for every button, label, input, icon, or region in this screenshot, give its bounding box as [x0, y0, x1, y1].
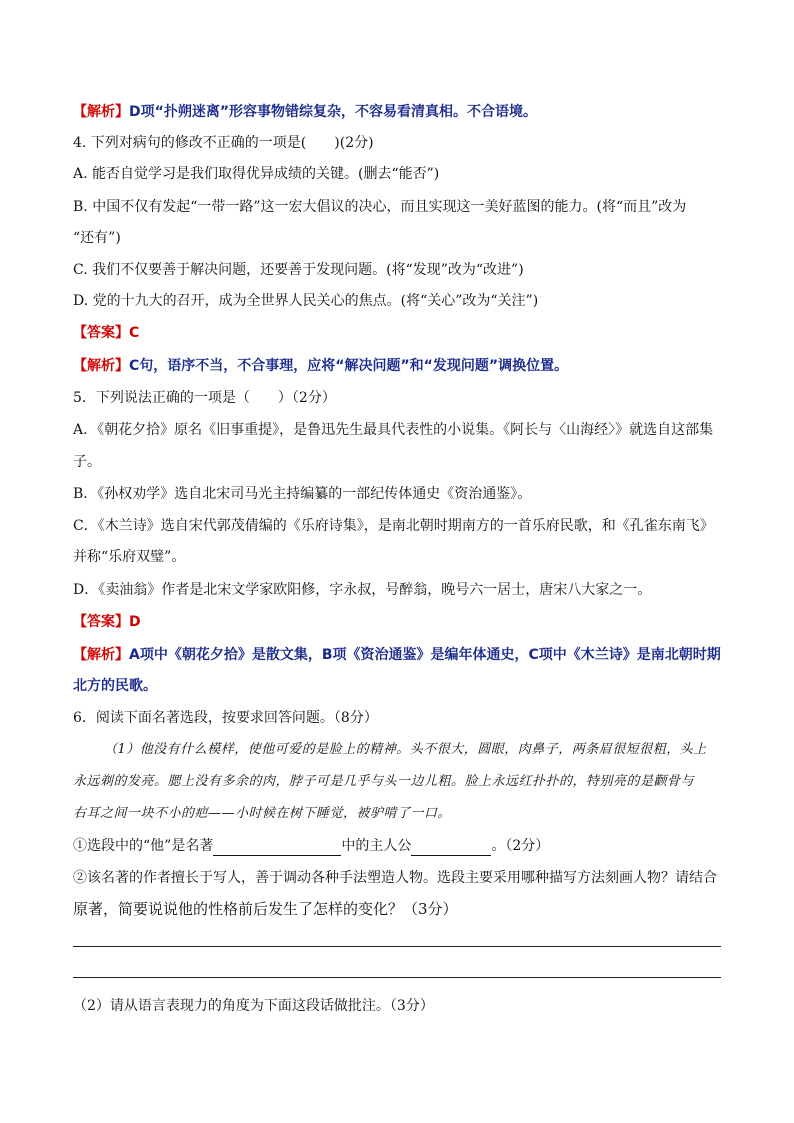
book-title-blank[interactable]	[213, 841, 341, 856]
q5-option-c: C．《木兰诗》选自宋代郭茂倩编的《乐府诗集》，是南北朝时期南方的一首乐府民歌，和《孔雀东南飞》	[73, 518, 714, 534]
q5-stem: 5．下列说法正确的一项是（ ）（2分）	[73, 390, 336, 406]
q5-option-a-cont: 子。	[73, 454, 101, 470]
q4-analysis	[73, 356, 568, 376]
q6-part-2: （2）请从语言表现力的角度为下面这段话做批注。（3分）	[73, 998, 434, 1014]
analysis-tag: 【解析】	[73, 104, 129, 120]
answer-tag: 【答案】	[73, 614, 129, 630]
q4-option-d: D. 党的十九大的召开，成为全世界人民关心的焦点。(将“关心”改为“关注”)	[73, 293, 539, 309]
q4-option-b-cont: “还有”)	[73, 230, 121, 246]
q5-option-a: A．《朝花夕拾》原名《旧事重提》，是鲁迅先生最具代表性的小说集。《阿长与〈山海经〉》就选自这部集	[73, 422, 714, 438]
q6-sub-question-2: ②该名著的作者擅长于写人，善于调动各种手法塑造人物。选段主要采用哪种描写方法刻画人物？请结合	[73, 870, 717, 886]
q6-stem: 6．阅读下面名著选段，按要求回答问题。（8分）	[73, 710, 378, 726]
q4-option-b: B. 中国不仅有发起“一带一路”这一宏大倡议的决心，而且实现这一美好蓝图的能力。(将“而且”改为	[73, 199, 687, 215]
sub1-text-b: 中的主人公	[341, 838, 412, 854]
q4-option-a: A. 能否自觉学习是我们取得优异成绩的关键。(删去“能否”)	[73, 166, 440, 182]
analysis-text: D项“扑朔迷离”形容事物错综复杂，不容易看清真相。不合语境。	[129, 104, 538, 120]
q6-excerpt-line-3: 右耳之间一块不小的疤——小时候在树下睡觉，被驴啃了一口。	[73, 806, 452, 821]
q5-analysis	[73, 645, 721, 665]
q5-option-d: D．《卖油翁》作者是北宋文学家欧阳修，字永叔，号醉翁，晚号六一居士，唐宋八大家之一。	[73, 582, 652, 598]
analysis-text-cont: 北方的民歌。	[73, 678, 157, 694]
q4-answer	[73, 323, 139, 343]
analysis-text: C句，语序不当，不合事理，应将“解决问题”和“发现问题”调换位置。	[129, 358, 569, 374]
q6-sub-question-2-cont: 原著，简要说说他的性格前后发生了怎样的变化？（3分）	[73, 900, 458, 918]
analysis-tag: 【解析】	[73, 358, 129, 374]
q3-analysis	[73, 102, 537, 122]
q5-answer	[73, 612, 141, 632]
sub1-text-a: ①选段中的“他”是名著	[73, 838, 214, 854]
q6-sub-question-1	[73, 836, 549, 856]
q5-option-b: B．《孙权劝学》选自北宋司马光主持编纂的一部纪传体通史《资治通鉴》。	[73, 486, 532, 502]
analysis-tag: 【解析】	[73, 647, 129, 663]
sub1-text-c: 。（2分）	[491, 838, 550, 854]
answer-line[interactable]	[73, 946, 721, 947]
q6-excerpt-line-2: 永远剃的发亮。腮上没有多余的肉，脖子可是几乎与头一边儿粗。脸上永远红扑扑的，特别亮的是颧骨与	[73, 774, 695, 789]
answer-value: D	[129, 614, 141, 630]
q4-stem: 4. 下列对病句的修改不正确的一项是( )(2分)	[73, 135, 374, 151]
analysis-text: A项中《朝花夕拾》是散文集，B项《资治通鉴》是编年体通史，C项中《木兰诗》是南北朝时期	[129, 647, 721, 663]
answer-line[interactable]	[73, 977, 721, 978]
q5-option-c-cont: 并称“乐府双璧”。	[73, 549, 186, 565]
q4-option-c: C. 我们不仅要善于解决问题，还要善于发现问题。(将“发现”改为“改进”)	[73, 262, 524, 278]
q6-excerpt-line-1: （1）他没有什么模样，使他可爱的是脸上的精神。头不很大，圆眼，肉鼻子，两条眉很短很粗，头上	[104, 742, 707, 757]
answer-value: C	[129, 325, 140, 341]
q5-analysis-cont	[73, 676, 157, 696]
protagonist-blank[interactable]	[411, 841, 491, 856]
answer-tag: 【答案】	[73, 325, 129, 341]
